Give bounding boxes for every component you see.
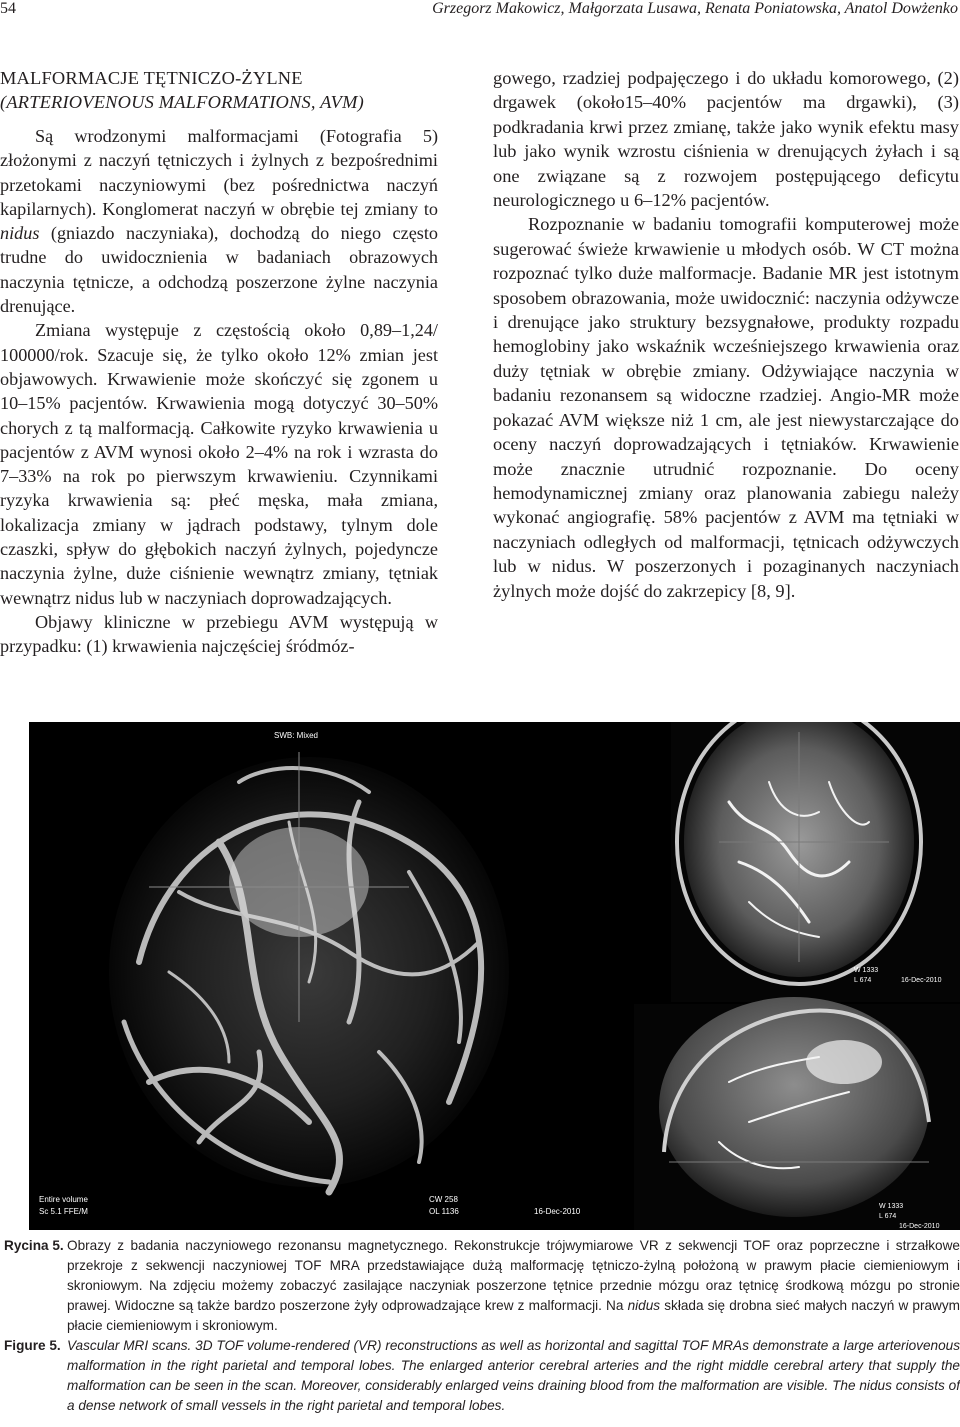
- paragraph-epidemiology: Zmiana występuje z częstością około 0,89–1,24/ 100000/rok. Szacuje się, że tylko około 12% zmian jest objawowych. Krwawienie może skończyć się zgonem u 10–15% pacjentów. Krwawienia mogą dotyczyć 30–50% chorych z tą malformacją. Całkowite ryzyko krwawienia u pacjentów z AVM wynosi około 2–4% na rok i wzrasta do 7–33% na rok po pierwszym krwawieniu. Czynnikami ryzyka krwawienia są: płeć męska, mała zmiana, lokalizacja zmiany w jądrach podstawy, tylnym dole czaszki, spływ do głębokich naczyń żylnych, pojedyncze naczynia żylne, duże ciśnienie wewnątrz zmiany, tętniak wewnątrz nidus lub w naczyniach doprowadzających.: [0, 320, 438, 608]
- left-column: [0, 62, 438, 659]
- caption-label-en: Figure 5.: [4, 1338, 61, 1353]
- overlay-text: L 674: [879, 1213, 897, 1220]
- caption-polish: [0, 1236, 960, 1336]
- sagittal-slice: [634, 997, 960, 1230]
- paragraph-symptoms: Objawy kliniczne w przebiegu AVM występują w przypadku: (1) krwawienia najczęściej śródmóz-: [0, 611, 438, 657]
- mri-figure: [29, 722, 960, 1230]
- section-heading: [0, 66, 438, 114]
- caption-text-pl: [67, 1236, 960, 1336]
- overlay-text: 16-Dec-2010: [901, 977, 942, 984]
- caption-text: Obrazy z badania naczyniowego rezonansu magnetycznego. Rekonstrukcje trójwymiarowe VR z sekwencji TOF oraz poprzeczne i strzałkowe przekroje z sekwencji naczyniowej TOF MRA przedstawiające dużą malformację tętniczo-żylną położoną w prawym płacie ciemieniowym i skroniowym. Na zdjęciu możemy zobaczyć zasilające naczyniak poszerzone tętnice przednie mózgu oraz tętnicę środkową mózgu po stronie prawej. Widoczne są także bardzo poszerzone żyły odprowadzające krew z malformacji. Na: [67, 1238, 960, 1313]
- caption-label-pl: Rycina 5.: [4, 1238, 64, 1253]
- figure-caption: [0, 1236, 960, 1416]
- vr-reconstruction: [39, 731, 581, 1216]
- paragraph-text: Są wrodzonymi malformacjami (Fotografia 5) złożonymi z naczyń tętniczych i żylnych z bezpośrednimi przetokami naczyniowymi (bez pośrednictwa naczyń kapilarnych). Konglomerat naczyń w obrębie tej zmiany to: [0, 126, 438, 219]
- caption-text-en: Vascular MRI scans. 3D TOF volume-rendered (VR) reconstructions as well as horizontal and sagittal TOF MRAs demonstrate a large arteriovenous malformation in the right parietal and temporal lobes. The enlarged anterior cerebral arteries and the right middle cerebral artery that supply the malformation can be seen in the scan. Moreover, considerably enlarged veins draining blood from the malformation are visible. The nidus consists of a dense network of small vessels in the right parietal and temporal lobes.: [67, 1338, 960, 1413]
- section-title: MALFORMACJE TĘTNICZO-ŻYLNE: [0, 68, 303, 88]
- overlay-text: W 1333: [854, 967, 879, 974]
- running-head: Grzegorz Makowicz, Małgorzata Lusawa, Renata Poniatowska, Anatol Dowżenko: [432, 0, 958, 17]
- section-subtitle: (ARTERIOVENOUS MALFORMATIONS, AVM): [0, 92, 364, 112]
- paragraph-diagnosis: Rozpoznanie w badaniu tomografii komputerowej może sugerować świeże krwawienie u młodych osób. W CT można rozpoznać tylko duże malformacje. Badanie MR jest istotnym sposobem obrazowania, może uwidocznić: naczynia odżywcze i drenujące jako struktury bezsygnałowe, produkty rozpadu hemoglobiny jako wskaźnik wcześniejszego krwawienia oraz duży tętniak w obrębie zmiany. Odżywiające naczynia w badaniu rezonansem są widoczne rzadziej. Angio-MR może pokazać AVM większe niż 1 cm, ale jest niewystarczające do oceny naczyń doprowadzających i tętniaków. Krwawienie może znacznie utrudnić rozpoznanie. Do oceny hemodynamicznej zmiany oraz planowania zabiegu należy wykonać angiografię. 58% pacjentów z AVM ma tętniaki w naczyniach odległych od malformacji, tętnicach odżywczych lub w nidus. W poszerzonych i pozaginanych naczyniach żylnych może dojść do zakrzepicy [8, 9].: [493, 214, 959, 601]
- paragraph-symptoms-continued: gowego, rzadziej podpajęczego i do układu komorowego, (2) drgawek (około15–40% pacjentów ma drgawki), (3) podkradania krwi przez zmianę, także jako wynik efektu masy lub jako wynik wzrostu ciśnienia w drenujących żyłach i są one związane są z rozwojem postępującego deficytu neurologicznego u 6–12% pacjentów.: [493, 68, 959, 211]
- paragraph-definition: [0, 124, 438, 318]
- right-column: [493, 66, 959, 603]
- caption-english: [0, 1336, 960, 1416]
- overlay-text: CW 258: [429, 1195, 458, 1204]
- nidus-term: nidus: [627, 1298, 661, 1313]
- overlay-text: Entire volume: [39, 1195, 88, 1204]
- nidus-term: nidus: [0, 223, 40, 244]
- overlay-text: Sc 5.1 FFE/M: [39, 1207, 88, 1216]
- overlay-text: OL 1136: [429, 1207, 459, 1216]
- mri-composite-image: [29, 722, 960, 1230]
- overlay-text: W 1333: [879, 1203, 904, 1210]
- overlay-text: 16-Dec-2010: [534, 1207, 581, 1216]
- page-number: 54: [0, 0, 16, 17]
- overlay-text: L 674: [854, 977, 872, 984]
- axial-slice: [671, 722, 960, 1002]
- overlay-text: SWB: Mixed: [274, 731, 319, 740]
- overlay-text: 16-Dec-2010: [899, 1223, 940, 1230]
- paragraph-text: (gniazdo naczyniaka), dochodzą do niego często trudne do uwidocznienia w badaniach obrazowych naczynia tętnicze, a odchodzą poszerzone żylne naczynia drenujące.: [0, 223, 438, 317]
- caption-text: składa się drobna sieć małych naczyń w prawym płacie ciemieniowym i skroniowym.: [67, 1298, 960, 1333]
